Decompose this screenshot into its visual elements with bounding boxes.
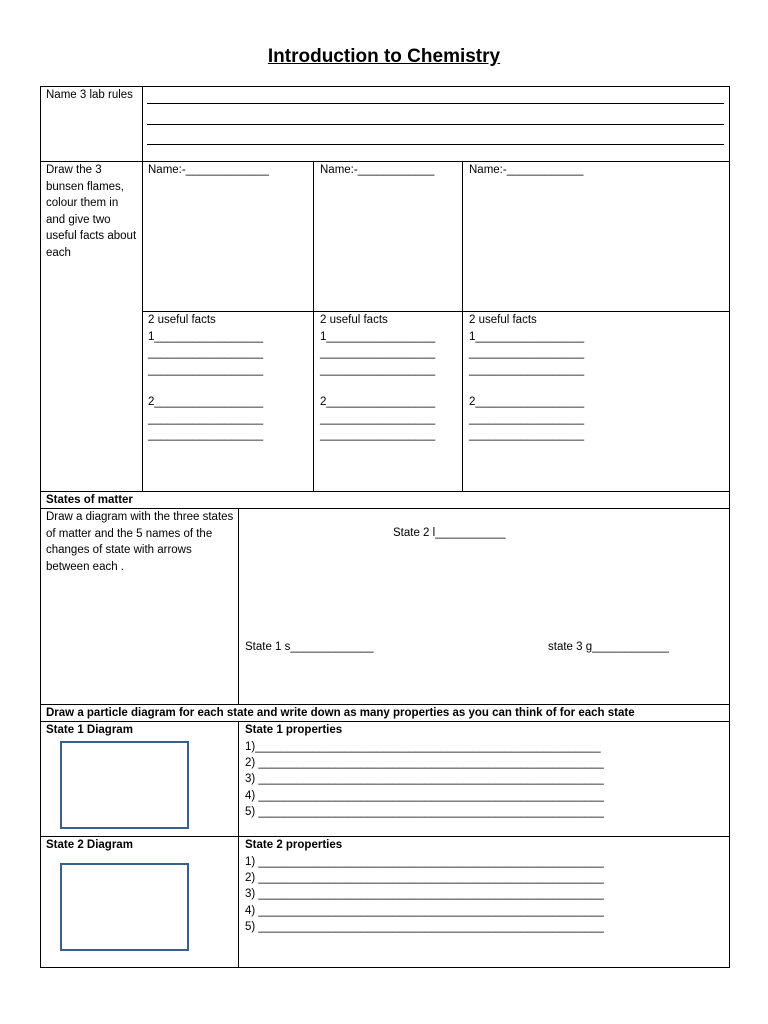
state-2-label[interactable]: State 2 l___________ — [393, 527, 506, 539]
fact-line[interactable]: 2_________________ — [469, 396, 585, 408]
flame-3-facts-heading: 2 useful facts — [469, 314, 537, 326]
property-line[interactable]: 5) ______________________________________________________ — [245, 921, 604, 933]
fact-line[interactable]: 1_________________ — [148, 331, 264, 343]
particle-heading: Draw a particle diagram for each state and write down as many properties as you can think of for each state — [46, 707, 635, 719]
state-1-diagram-box[interactable] — [60, 741, 189, 829]
fact-line[interactable]: __________________ — [148, 347, 264, 359]
fact-line[interactable]: __________________ — [469, 364, 585, 376]
page-title: Introduction to Chemistry — [267, 46, 501, 67]
table-border-top — [40, 86, 730, 87]
fact-line[interactable]: __________________ — [469, 413, 585, 425]
column-divider — [313, 161, 314, 492]
answer-line[interactable] — [147, 124, 724, 125]
property-line[interactable]: 5) ______________________________________________________ — [245, 806, 604, 818]
fact-line[interactable]: 2_________________ — [148, 396, 264, 408]
property-line[interactable]: 3) ______________________________________________________ — [245, 773, 604, 785]
fact-line[interactable]: __________________ — [320, 429, 436, 441]
property-line[interactable]: 1)______________________________________________________ — [245, 741, 601, 753]
state-1-diagram-label: State 1 Diagram — [46, 724, 133, 736]
flame-3-name[interactable]: Name:-____________ — [469, 164, 584, 176]
fact-line[interactable]: 1_________________ — [469, 331, 585, 343]
fact-line[interactable]: __________________ — [469, 429, 585, 441]
table-border-bottom — [40, 967, 730, 968]
fact-line[interactable]: __________________ — [320, 364, 436, 376]
column-divider — [238, 721, 239, 968]
fact-line[interactable]: __________________ — [320, 413, 436, 425]
fact-line[interactable]: 1_________________ — [320, 331, 436, 343]
lab-rules-label: Name 3 lab rules — [46, 89, 133, 101]
states-prompt: Draw a diagram with the three states of matter and the 5 names of the changes of state with arrows between each . — [46, 511, 234, 573]
row-divider — [40, 491, 730, 492]
states-heading: States of matter — [46, 494, 133, 506]
flame-2-facts-heading: 2 useful facts — [320, 314, 388, 326]
fact-line[interactable]: __________________ — [148, 364, 264, 376]
state-1-properties-label: State 1 properties — [245, 724, 343, 736]
row-divider — [40, 836, 730, 837]
flame-2-name[interactable]: Name:-____________ — [320, 164, 435, 176]
fact-line[interactable]: __________________ — [320, 347, 436, 359]
fact-line[interactable]: __________________ — [148, 413, 264, 425]
state-1-label[interactable]: State 1 s_____________ — [245, 641, 374, 653]
bunsen-prompt: Draw the 3 bunsen flames, colour them in and give two useful facts about each — [46, 164, 137, 259]
column-divider — [462, 161, 463, 492]
answer-line[interactable] — [147, 103, 724, 104]
column-divider — [142, 86, 143, 492]
property-line[interactable]: 2) ______________________________________________________ — [245, 757, 604, 769]
answer-line[interactable] — [147, 144, 724, 145]
fact-line[interactable]: 2_________________ — [320, 396, 436, 408]
column-divider — [238, 508, 239, 705]
fact-line[interactable]: __________________ — [148, 429, 264, 441]
property-line[interactable]: 4) ______________________________________________________ — [245, 905, 604, 917]
flame-1-name[interactable]: Name:-_____________ — [148, 164, 269, 176]
row-divider — [142, 311, 730, 312]
property-line[interactable]: 4) ______________________________________________________ — [245, 790, 604, 802]
fact-line[interactable]: __________________ — [469, 347, 585, 359]
property-line[interactable]: 2) ______________________________________________________ — [245, 872, 604, 884]
property-line[interactable]: 3) ______________________________________________________ — [245, 888, 604, 900]
state-2-properties-label: State 2 properties — [245, 839, 343, 851]
state-3-label[interactable]: state 3 g____________ — [548, 641, 669, 653]
state-2-diagram-label: State 2 Diagram — [46, 839, 133, 851]
state-2-diagram-box[interactable] — [60, 863, 189, 951]
flame-1-facts-heading: 2 useful facts — [148, 314, 216, 326]
property-line[interactable]: 1) ______________________________________________________ — [245, 856, 604, 868]
